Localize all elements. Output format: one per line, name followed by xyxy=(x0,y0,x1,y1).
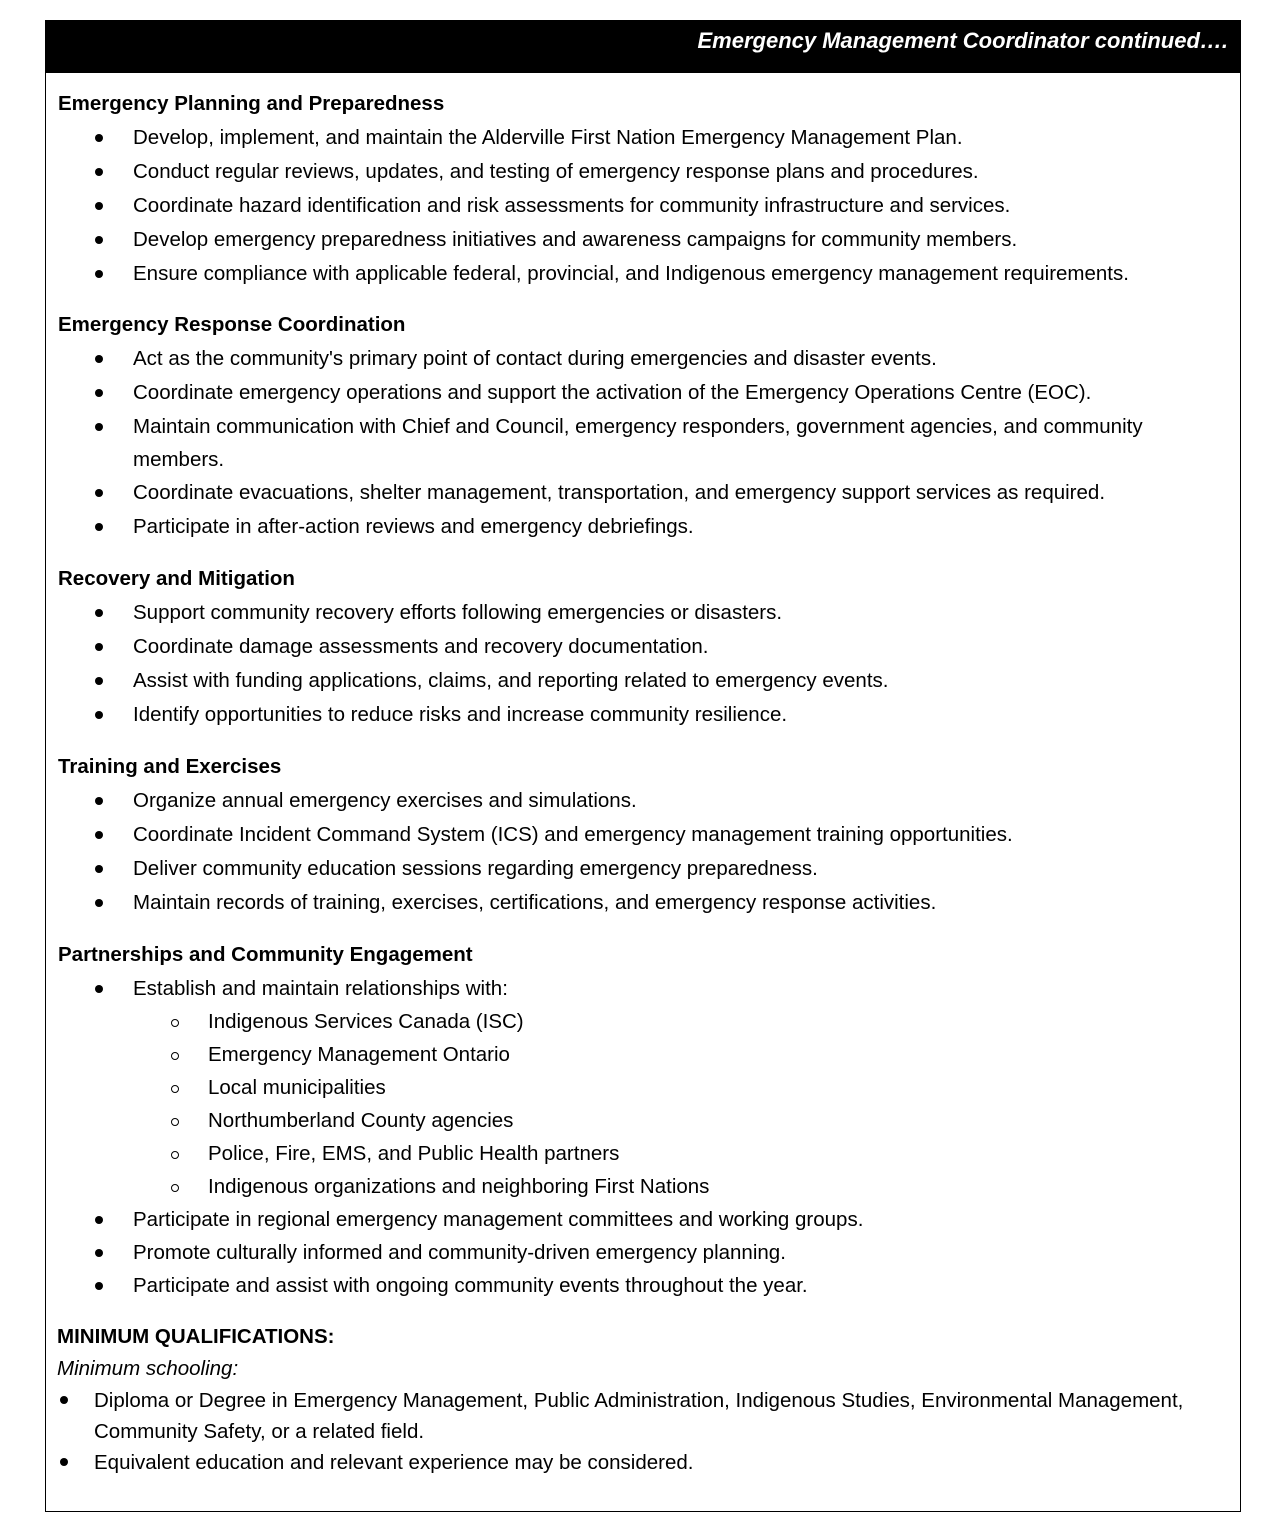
sub-list-item: Northumberland County agencies xyxy=(58,1104,1234,1137)
bullet-icon xyxy=(95,355,103,363)
document-body xyxy=(58,87,1234,1496)
list-item: Participate and assist with ongoing community events throughout the year. xyxy=(58,1269,1234,1302)
sub-list-item: Local municipalities xyxy=(58,1071,1234,1104)
bullet-icon xyxy=(95,609,103,617)
list-item: Coordinate hazard identification and risk assessments for community infrastructure and services. xyxy=(58,189,1234,223)
qualifications-list xyxy=(57,1385,1234,1478)
section-heading: Recovery and Mitigation xyxy=(58,567,295,590)
hollow-bullet-icon xyxy=(171,1118,179,1126)
list-item: Develop, implement, and maintain the Alderville First Nation Emergency Management Plan. xyxy=(58,121,1234,155)
list-item: Participate in after-action reviews and emergency debriefings. xyxy=(58,510,1234,544)
list-item: Ensure compliance with applicable federal, provincial, and Indigenous emergency management requirements. xyxy=(58,257,1234,290)
bullet-icon xyxy=(95,389,103,397)
bullet-icon xyxy=(60,1396,68,1404)
sub-list-item: Indigenous Services Canada (ISC) xyxy=(58,1005,1234,1038)
section-training xyxy=(58,750,1234,920)
bullet-icon xyxy=(95,489,103,497)
list-item: Coordinate Incident Command System (ICS) and emergency management training opportunities. xyxy=(58,818,1234,852)
list-item: Develop emergency preparedness initiatives and awareness campaigns for community members. xyxy=(58,223,1234,257)
sub-list xyxy=(58,1005,1234,1203)
bullet-icon xyxy=(95,1282,103,1290)
section-heading: Emergency Response Coordination xyxy=(58,313,406,336)
document-frame xyxy=(45,20,1241,1512)
hollow-bullet-icon xyxy=(171,1085,179,1093)
bullet-icon xyxy=(95,236,103,244)
bullet-list xyxy=(58,596,1234,732)
bullet-icon xyxy=(95,865,103,873)
list-item: Identify opportunities to reduce risks and increase community resilience. xyxy=(58,698,1234,732)
bullet-icon xyxy=(95,202,103,210)
list-item: Conduct regular reviews, updates, and testing of emergency response plans and procedures. xyxy=(58,155,1234,189)
banner-title: Emergency Management Coordinator continued…. xyxy=(697,28,1228,53)
qualifications-subheading: Minimum schooling: xyxy=(57,1357,239,1380)
list-item: Participate in regional emergency management committees and working groups. xyxy=(58,1203,1234,1236)
bullet-icon xyxy=(95,523,103,531)
bullet-icon xyxy=(95,168,103,176)
bullet-list xyxy=(58,121,1234,290)
section-response xyxy=(58,308,1234,544)
list-item: Coordinate evacuations, shelter management, transportation, and emergency support services as required. xyxy=(58,476,1234,510)
bullet-icon xyxy=(95,423,103,431)
section-qualifications xyxy=(57,1320,1234,1478)
list-item: Equivalent education and relevant experience may be considered. xyxy=(57,1447,1234,1478)
list-item: Promote culturally informed and community-driven emergency planning. xyxy=(58,1236,1234,1269)
sub-list-item: Emergency Management Ontario xyxy=(58,1038,1234,1071)
list-item: Act as the community's primary point of contact during emergencies and disaster events. xyxy=(58,342,1234,376)
bullet-icon xyxy=(95,899,103,907)
bullet-icon xyxy=(95,677,103,685)
header-banner xyxy=(46,21,1240,73)
list-item: Coordinate damage assessments and recovery documentation. xyxy=(58,630,1234,664)
list-item: Maintain records of training, exercises, certifications, and emergency response activities. xyxy=(58,886,1234,920)
bullet-icon xyxy=(60,1458,68,1466)
list-item: Diploma or Degree in Emergency Management, Public Administration, Indigenous Studies, Environmental Management, Community Safety, or a related field. xyxy=(57,1385,1234,1447)
section-heading: Partnerships and Community Engagement xyxy=(58,943,473,966)
bullet-icon xyxy=(95,711,103,719)
list-item: Support community recovery efforts following emergencies or disasters. xyxy=(58,596,1234,630)
list-item: Organize annual emergency exercises and simulations. xyxy=(58,784,1234,818)
qualifications-heading: MINIMUM QUALIFICATIONS: xyxy=(57,1325,335,1348)
list-item: Establish and maintain relationships with: xyxy=(58,972,1234,1005)
bullet-list xyxy=(58,342,1234,544)
sub-list-item: Indigenous organizations and neighboring First Nations xyxy=(58,1170,1234,1203)
section-planning xyxy=(58,87,1234,290)
hollow-bullet-icon xyxy=(171,1184,179,1192)
list-item: Coordinate emergency operations and support the activation of the Emergency Operations Centre (EOC). xyxy=(58,376,1234,410)
section-heading: Training and Exercises xyxy=(58,755,282,778)
bullet-list xyxy=(58,972,1234,1005)
bullet-icon xyxy=(95,1249,103,1257)
hollow-bullet-icon xyxy=(171,1019,179,1027)
bullet-icon xyxy=(95,270,103,278)
list-item: Deliver community education sessions regarding emergency preparedness. xyxy=(58,852,1234,886)
section-partnerships xyxy=(58,938,1234,1302)
bullet-icon xyxy=(95,831,103,839)
hollow-bullet-icon xyxy=(171,1052,179,1060)
list-item: Maintain communication with Chief and Council, emergency responders, government agencies, and community members. xyxy=(58,410,1234,476)
section-recovery xyxy=(58,562,1234,732)
hollow-bullet-icon xyxy=(171,1151,179,1159)
bullet-icon xyxy=(95,1216,103,1224)
bullet-list xyxy=(58,1203,1234,1302)
bullet-list xyxy=(58,784,1234,920)
bullet-icon xyxy=(95,985,103,993)
sub-list-item: Police, Fire, EMS, and Public Health partners xyxy=(58,1137,1234,1170)
bullet-icon xyxy=(95,134,103,142)
bullet-icon xyxy=(95,797,103,805)
list-item: Assist with funding applications, claims, and reporting related to emergency events. xyxy=(58,664,1234,698)
bullet-icon xyxy=(95,643,103,651)
section-heading: Emergency Planning and Preparedness xyxy=(58,92,445,115)
